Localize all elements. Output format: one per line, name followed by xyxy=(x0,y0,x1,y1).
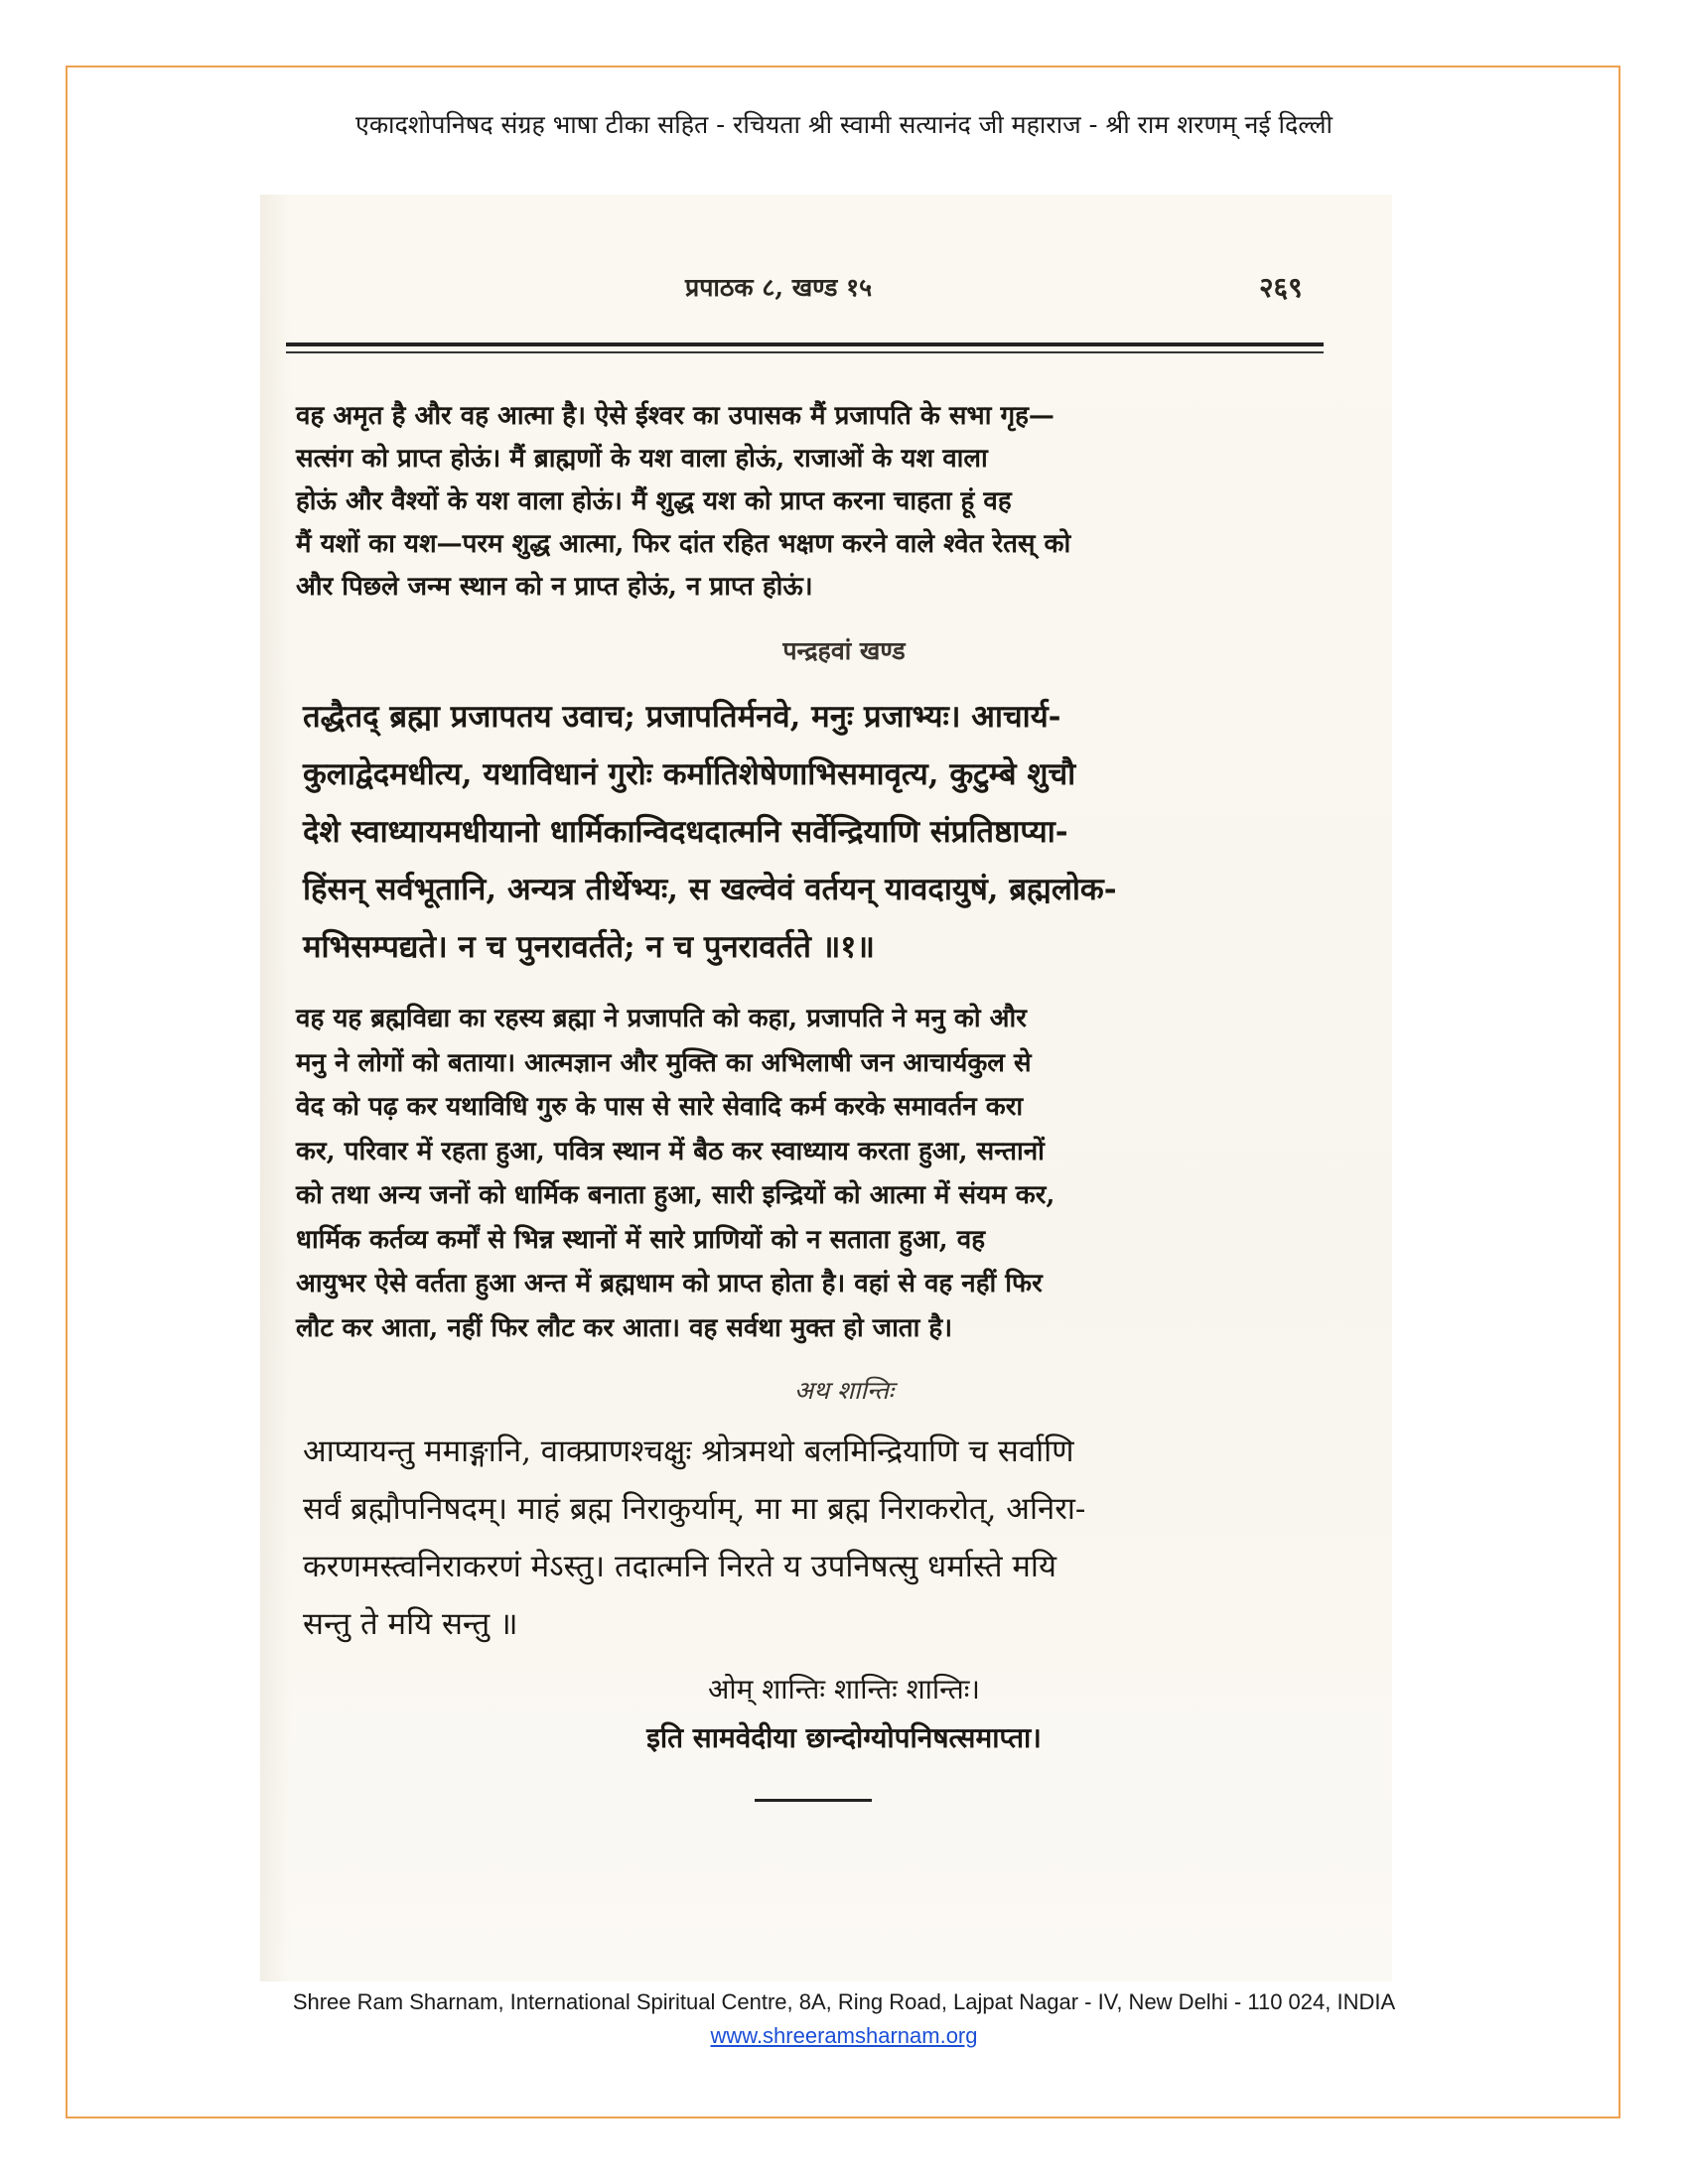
peace-line: सन्तु ते मयि सन्तु ॥ xyxy=(303,1606,518,1642)
closing-line: इति सामवेदीया छान्दोग्योपनिषत्समाप्ता। xyxy=(646,1721,1042,1754)
translation-line: वह यह ब्रह्मविद्या का रहस्य ब्रह्मा ने प्रजापति को कहा, प्रजापति ने मनु को और xyxy=(296,1004,1027,1033)
verse-line: मभिसम्पद्यते। न च पुनरावर्तते; न च पुनरावर्तते ॥१॥ xyxy=(303,929,875,965)
translation-line: धार्मिक कर्तव्य कर्मों से भिन्न स्थानों में सारे प्राणियों को न सताता हुआ, वह xyxy=(296,1224,986,1255)
translation-paragraph xyxy=(296,997,1055,1350)
peace-line: करणमस्त्वनिराकरणं मेऽस्तु। तदात्मनि निरते य उपनिषत्सु धर्मास्ते मयि xyxy=(303,1549,1056,1584)
sanskrit-verse xyxy=(303,688,1117,976)
intro-line: होऊं और वैश्यों के यश वाला होऊं। मैं शुद्ध यश को प्राप्त करना चाहता हूं वह xyxy=(296,486,1012,516)
document-header: एकादशोपनिषद संग्रह भाषा टीका सहित - रचियता श्री स्वामी सत्यानंद जी महाराज - श्री राम शरणम् नई दिल्ली xyxy=(355,110,1333,139)
om-shanti-line: ओम् शान्तिः शान्तिः शान्तिः। xyxy=(707,1673,981,1706)
translation-line: वेद को पढ़ कर यथाविधि गुरु के पास से सारे सेवादि कर्म करके समावर्तन करा xyxy=(296,1092,1024,1122)
peace-line: आप्यायन्तु ममाङ्गानि, वाक्प्राणश्चक्षुः श्रोत्रमथो बलमिन्द्रियाणि च सर्वाणि xyxy=(303,1433,1074,1469)
scan-binding-shadow xyxy=(260,195,290,1981)
intro-line: और पिछले जन्म स्थान को न प्राप्त होऊं, न प्राप्त होऊं। xyxy=(296,572,813,602)
translation-line: आयुभर ऐसे वर्तता हुआ अन्त में ब्रह्मधाम को प्राप्त होता है। वहां से वह नहीं फिर xyxy=(296,1269,1043,1298)
section-heading: पन्द्रहवां खण्ड xyxy=(782,636,906,665)
footer-website xyxy=(0,2023,1688,2049)
translation-line: मनु ने लोगों को बताया। आत्मज्ञान और मुक्ति का अभिलाषी जन आचार्यकुल से xyxy=(296,1047,1032,1078)
verse-line: तद्धैतद् ब्रह्मा प्रजापतय उवाच; प्रजापतिर्मनवे, मनुः प्रजाभ्यः। आचार्य- xyxy=(303,699,1061,735)
running-head: प्रपाठक ८, खण्ड १५ xyxy=(685,273,873,302)
header-rule-thick xyxy=(286,342,1324,346)
verse-line: हिंसन् सर्वभूतानि, अन्यत्र तीर्थेभ्यः, स खल्वेवं वर्तयन् यावदायुषं, ब्रह्मलोक- xyxy=(303,872,1117,907)
peace-line: सर्वं ब्रह्मौपनिषदम्। माहं ब्रह्म निराकुर्याम्, मा मा ब्रह्म निराकरोत्, अनिरा- xyxy=(303,1491,1086,1527)
verse-line: कुलाद्वेदमधीत्य, यथाविधानं गुरोः कर्मातिशेषेणाभिसमावृत्य, कुटुम्बे शुचौ xyxy=(303,756,1076,792)
intro-paragraph xyxy=(296,395,1070,609)
translation-line: कर, परिवार में रहता हुआ, पवित्र स्थान में बैठ कर स्वाध्याय करता हुआ, सन्तानों xyxy=(296,1136,1045,1166)
intro-line: वह अमृत है और वह आत्मा है। ऐसे ईश्वर का उपासक मैं प्रजापति के सभा गृह— xyxy=(296,401,1055,431)
peace-heading: अथ शान्तिः xyxy=(794,1376,894,1405)
footer-address: Shree Ram Sharnam, International Spiritual Centre, 8A, Ring Road, Lajpat Nagar - IV, New Delhi - 110 024, INDIA xyxy=(292,1989,1396,2014)
translation-line: को तथा अन्य जनों को धार्मिक बनाता हुआ, सारी इन्द्रियों को आत्मा में संयम कर, xyxy=(296,1180,1055,1210)
intro-line: मैं यशों का यश—परम शुद्ध आत्मा, फिर दांत रहित भक्षण करने वाले श्वेत रेतस् को xyxy=(296,529,1071,559)
header-rule-thin xyxy=(286,351,1324,353)
intro-line: सत्संग को प्राप्त होऊं। मैं ब्राह्मणों के यश वाला होऊं, राजाओं के यश वाला xyxy=(296,444,988,474)
peace-invocation xyxy=(303,1423,1085,1653)
verse-line: देशे स्वाध्यायमधीयानो धार्मिकान्विदधदात्मनि सर्वेन्द्रियाणि संप्रतिष्ठाप्या- xyxy=(303,814,1068,850)
end-rule xyxy=(755,1799,872,1802)
website-link[interactable]: www.shreeramsharnam.org xyxy=(710,2023,978,2048)
page-number: २६९ xyxy=(1259,271,1303,304)
translation-line: लौट कर आता, नहीं फिर लौट कर आता। वह सर्वथा मुक्त हो जाता है। xyxy=(296,1312,953,1343)
